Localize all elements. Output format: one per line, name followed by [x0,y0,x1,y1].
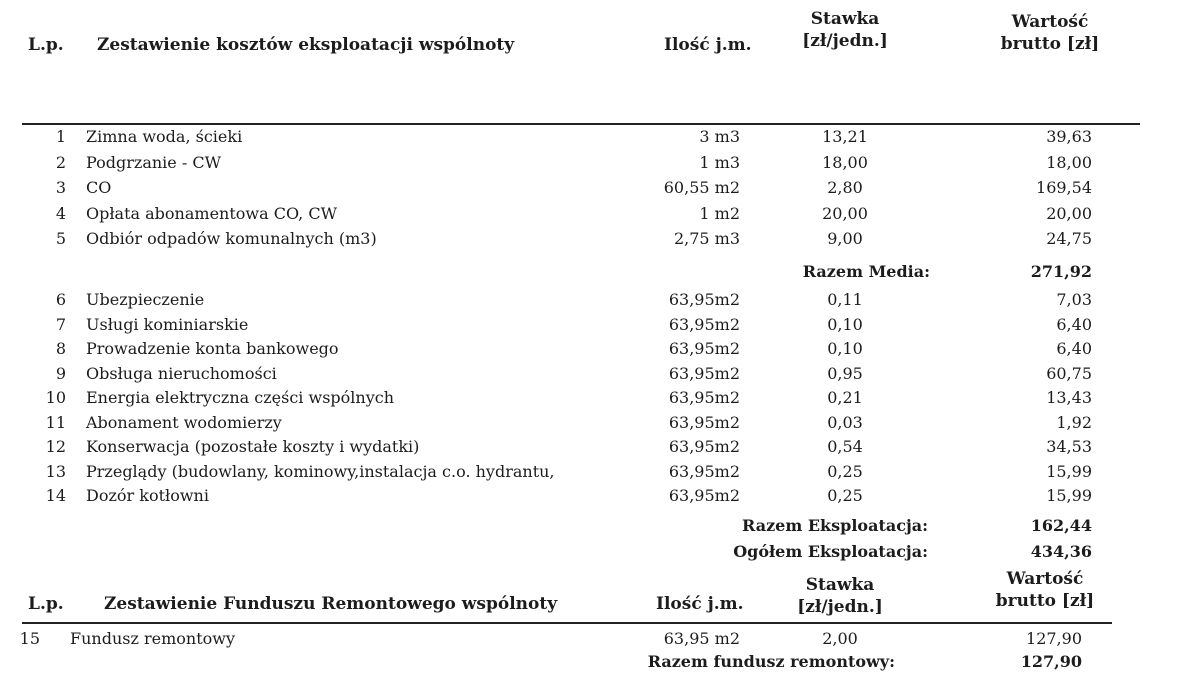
row-qty: 63,95m2 [668,486,740,505]
row-name: CO [86,178,112,197]
header2-rate-line2: [zł/jedn.] [797,597,883,617]
table-row [0,125,1200,149]
row-qty: 63,95m2 [668,437,740,456]
row-rate: 0,10 [827,314,863,334]
row-name: Przeglądy (budowlany, kominowy,instalacja c.o. hydrantu, [86,461,555,481]
header-rate-line2: [zł/jedn.] [802,31,888,51]
row-value: 34,53 [1046,437,1092,456]
row-qty: 63,95m2 [668,339,740,358]
table-row [0,435,1200,459]
exploitation-total-label: Razem Eksploatacja: [742,516,928,535]
row-name: Zimna woda, ścieki [86,127,243,146]
row-qty: 2,75 m3 [673,229,740,248]
row-value: 20,00 [1046,203,1092,223]
table-row [0,460,1200,484]
row-value: 13,43 [1046,388,1092,407]
header2-value-line1: Wartość [1006,569,1084,589]
row-name: Opłata abonamentowa CO, CW [86,203,338,223]
header-title-costs: Zestawienie kosztów eksploatacji wspólnoty [97,35,515,55]
row-rate: 2,80 [827,178,863,197]
table-row [0,362,1200,386]
header-rate-line1: Stawka [810,9,880,29]
row-lp: 10 [45,388,66,407]
row-name: Prowadzenie konta bankowego [86,339,339,358]
fund-total-label: Razem fundusz remontowy: [647,652,895,671]
row-lp: 11 [45,412,66,432]
row-value: 169,54 [1036,178,1092,197]
row-qty: 63,95 m2 [663,629,740,648]
row-qty: 63,95m2 [668,314,740,334]
row-value: 7,03 [1056,290,1092,309]
row-value: 60,75 [1046,363,1092,383]
media-total-label: Razem Media: [802,262,930,281]
row-rate: 13,21 [822,127,868,146]
row-name: Obsługa nieruchomości [86,363,277,383]
exploitation-total-value: 162,44 [1030,516,1092,535]
row-rate: 0,21 [827,388,863,407]
table-row [0,313,1200,337]
row-name: Konserwacja (pozostałe koszty i wydatki) [86,437,420,456]
row-value: 15,99 [1046,486,1092,505]
row-value: 6,40 [1056,339,1092,358]
row-qty: 63,95m2 [668,461,740,481]
row-lp: 4 [55,203,66,223]
row-rate: 0,11 [827,290,863,309]
table-row [0,484,1200,508]
row-lp: 15 [19,629,40,648]
row-lp: 9 [55,363,66,383]
row-name: Ubezpieczenie [86,290,205,309]
header2-rate-line1: Stawka [805,575,875,595]
row-lp: 13 [45,461,66,481]
row-qty: 1 m3 [699,152,740,172]
row-name: Fundusz remontowy [70,629,236,648]
grand-total-label: Ogółem Eksploatacja: [733,542,928,561]
row-qty: 1 m2 [699,203,740,223]
header-value-line1: Wartość [1011,12,1089,32]
table-row [0,227,1200,251]
row-rate: 0,10 [827,339,863,358]
row-value: 18,00 [1046,152,1092,172]
row-lp: 7 [55,314,66,334]
media-total-value: 271,92 [1030,262,1092,281]
row-rate: 0,54 [827,437,863,456]
table-row [0,386,1200,410]
row-rate: 0,25 [827,461,863,481]
row-rate: 18,00 [822,152,868,172]
row-name: Abonament wodomierzy [86,412,282,432]
table-row [0,202,1200,226]
row-lp: 1 [55,127,66,146]
row-value: 127,90 [1026,629,1082,648]
header2-rate [775,574,905,618]
row-lp: 3 [55,178,66,197]
row-lp: 2 [55,152,66,172]
row-qty: 63,95m2 [668,412,740,432]
row-rate: 0,95 [827,363,863,383]
row-rate: 0,03 [827,412,863,432]
row-rate: 2,00 [822,629,858,648]
table-row [0,627,1200,651]
table-row [0,176,1200,200]
row-lp: 14 [45,486,66,505]
header-divider-fund [22,622,1112,624]
table-row [0,411,1200,435]
row-qty: 63,95m2 [668,363,740,383]
row-name: Dozór kotłowni [86,486,209,505]
row-rate: 0,25 [827,486,863,505]
row-lp: 8 [55,339,66,358]
table-row [0,288,1200,312]
header2-value-line2: brutto [zł] [995,591,1095,611]
header2-qty-unit: Ilość j.m. [656,594,744,614]
header-qty-unit: Ilość j.m. [664,35,752,55]
table-row [0,151,1200,175]
row-rate: 9,00 [827,229,863,248]
row-qty: 63,95m2 [668,290,740,309]
row-value: 6,40 [1056,314,1092,334]
header-lp: L.p. [28,35,64,55]
row-value: 39,63 [1046,127,1092,146]
row-name: Energia elektryczna części wspólnych [86,388,395,407]
row-qty: 60,55 m2 [663,178,740,197]
row-value: 1,92 [1056,412,1092,432]
row-lp: 5 [55,229,66,248]
row-qty: 63,95m2 [668,388,740,407]
header-value [980,11,1120,55]
row-lp: 6 [55,290,66,309]
row-rate: 20,00 [822,203,868,223]
table-row [0,337,1200,361]
header2-lp: L.p. [28,594,64,614]
header2-value [975,568,1115,612]
row-value: 24,75 [1046,229,1092,248]
row-value: 15,99 [1046,461,1092,481]
header-value-line2: brutto [zł] [1000,34,1100,54]
row-name: Odbiór odpadów komunalnych (m3) [86,229,377,248]
row-lp: 12 [45,437,66,456]
fund-total-value: 127,90 [1020,652,1082,671]
row-name: Podgrzanie - CW [86,152,222,172]
row-qty: 3 m3 [699,127,740,146]
row-name: Usługi kominiarskie [86,314,249,334]
grand-total-value: 434,36 [1030,542,1092,561]
header-title-fund: Zestawienie Funduszu Remontowego wspólnoty [104,594,558,614]
header-rate [780,8,910,52]
